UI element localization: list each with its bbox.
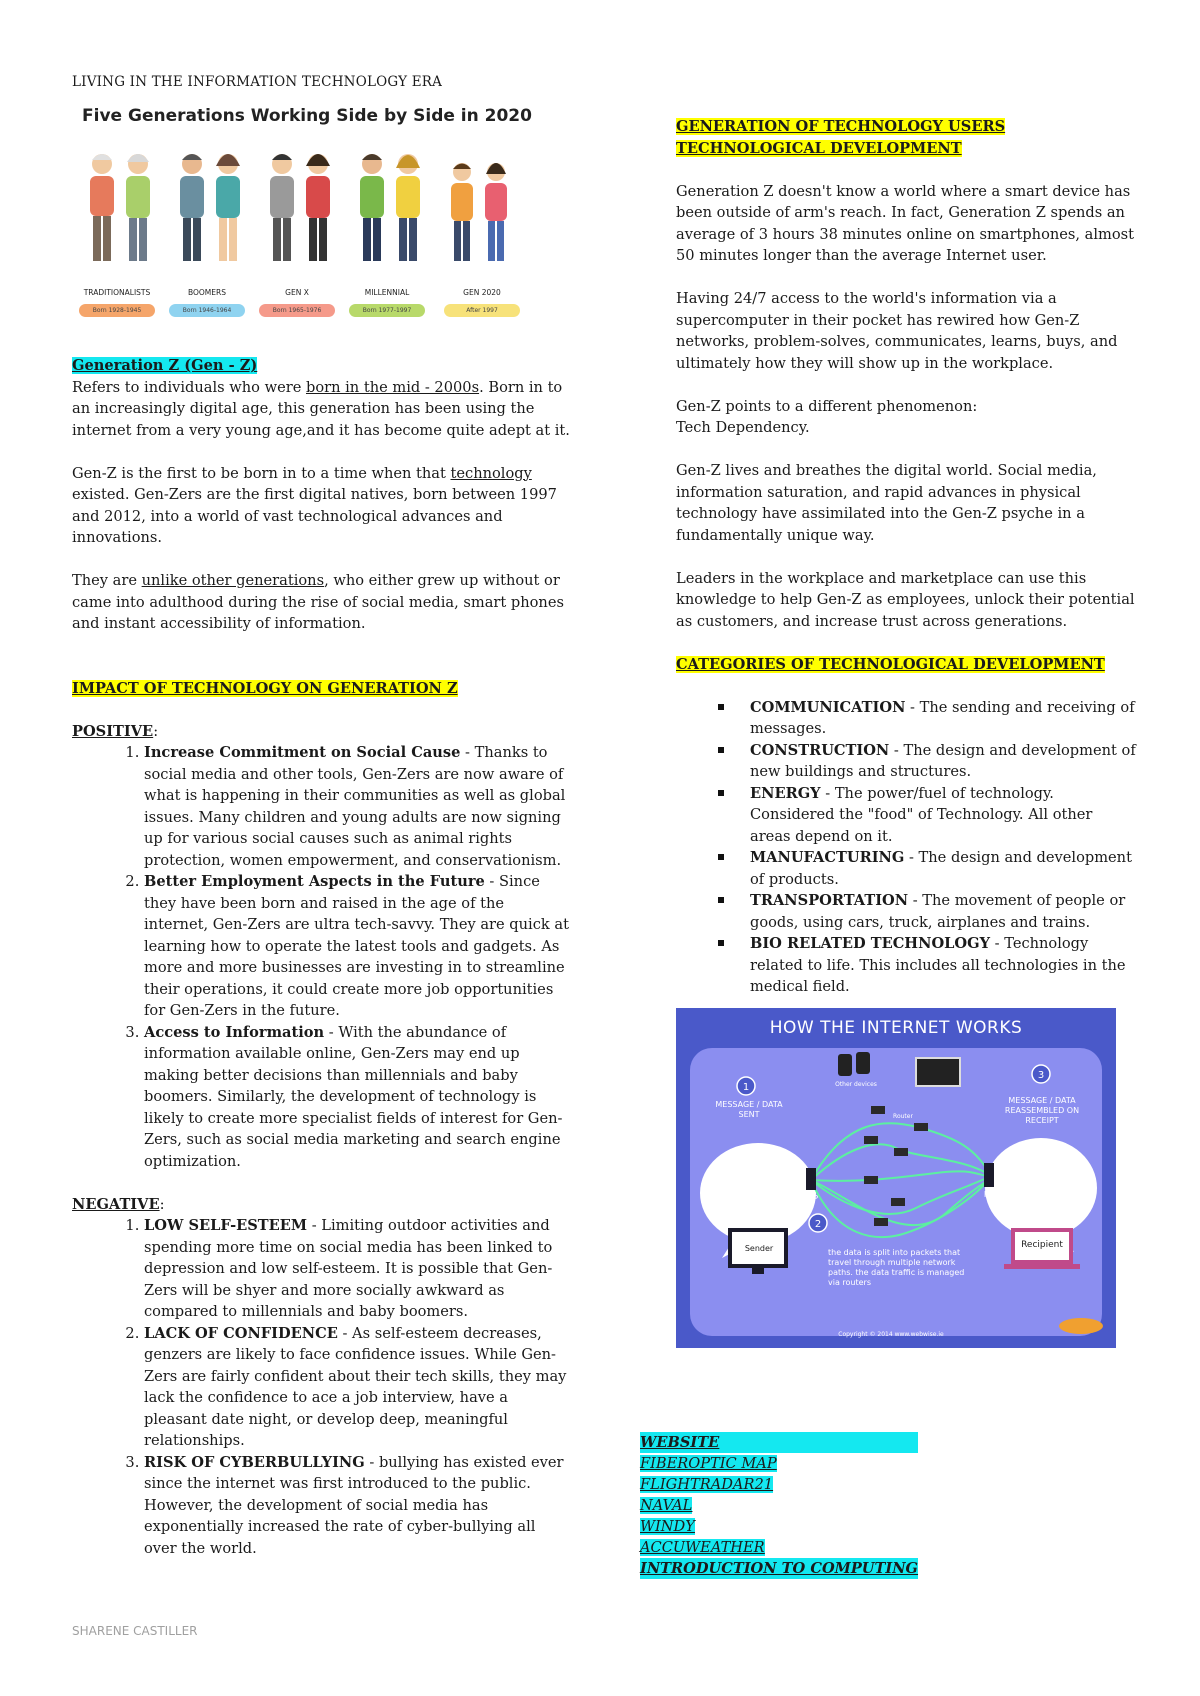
- generation-label: MILLENNIAL: [364, 288, 410, 297]
- tech-users-heading: GENERATION OF TECHNOLOGY USERS: [676, 118, 1006, 135]
- isp-label-right: ISP: [983, 1189, 997, 1199]
- link-accuweather[interactable]: ACCUWEATHER: [640, 1539, 765, 1556]
- genz-paragraph-3: They are unlike other generations, who either grew up without or came into adulthood during the rise of social media, smart phones and instant accessibility of information.: [72, 572, 564, 632]
- positive-label: POSITIVE: [72, 722, 154, 740]
- network-diagram: [676, 1008, 1116, 1348]
- right-paragraph-4: Gen-Z lives and breathes the digital world. Social media, information saturation, and rapid advances in physical technology have assimilated into the Gen-Z psyche in a fundamentally unique way.: [676, 462, 1097, 544]
- genz-paragraph-1: Refers to individuals who were born in the mid - 2000s. Born in to an increasingly digital age, this generation has been using the internet from a very young age,and it has become quite adept at it.: [72, 378, 570, 439]
- generation-range: Born 1928-1945: [79, 304, 155, 317]
- generation-gen-x: [257, 154, 337, 319]
- negative-list: [72, 1215, 570, 1559]
- positive-list: [72, 742, 570, 1172]
- right-paragraph-3a: Gen-Z points to a different phenomenon:: [676, 397, 978, 415]
- sender-label: Sender: [744, 1243, 774, 1253]
- svg-text:2: 2: [814, 1218, 822, 1230]
- generation-label: GEN 2020: [463, 288, 501, 297]
- page-title: LIVING IN THE INFORMATION TECHNOLOGY ERA: [72, 74, 443, 90]
- svg-text:1: 1: [742, 1081, 750, 1093]
- generation-label: TRADITIONALISTS: [83, 288, 151, 297]
- footer-author: SHARENE CASTILLER: [72, 1624, 198, 1638]
- genz-heading: Generation Z (Gen - Z): [72, 357, 258, 374]
- devices-label: Other devices: [835, 1080, 877, 1088]
- generation-range: Born 1965-1976: [259, 304, 335, 317]
- website-heading: WEBSITE: [640, 1432, 918, 1453]
- copyright-text: Copyright © 2014 www.webwise.ie: [838, 1330, 944, 1338]
- list-item: 3. RISK OF CYBERBULLYING - bullying has existed ever since the internet was first introduced to the public. However, the development of social media has exponentially increased the rate of cyber-bullying all over the world.: [144, 1452, 570, 1560]
- right-column: [676, 116, 1136, 1348]
- generation-millennial: [347, 154, 427, 319]
- generation-label: BOOMERS: [187, 288, 226, 297]
- step1-text: MESSAGE / DATA SENT: [715, 1099, 783, 1119]
- generation-traditionalists: [77, 154, 157, 319]
- left-column: Five Generations Working Side by Side in 2020 TRADITIONALISTS Born 1928-1945 BOOMERS Born 1946-1964 GEN X Born 1965-1976 MILLENNIAL Born 1977-1997 GEN 2020 After 1997 Generation Z (Gen - Z) Refers to individuals who were born in the mid - 2000s. Born in to an increasingly digital age, this generation has been using the internet from a very young age,and it has become quite adept at it. Gen-Z is the first to be born in to a time when that technology existed. Gen-Zers are the first digital natives, born between 1997 and 2012, into a world of vast technological advances and innovations. They are unlike other generations, who either grew up without or came into adulthood during the rise of social media, smart phones and instant accessibility of information. IMPACT OF TECHNOLOGY ON GENERATION Z POSITIVE: 1. Increase Commitment on Social Cause - Thanks to social media and other tools, Gen-Zers are now aware of what is happening in their communities as well as global issues. Many children and young adults are now signing up for various social causes such as animal rights protection, women empowerment, and conservationism. 2. Better Employment Aspects in the Future - Since they have been born and raised in the age of the internet, Gen-Zers are ultra tech-savvy. They are quick at learning how to operate the latest tools and gadgets. As more and more businesses are investing in to streamline their operations, it could create more job opportunities for Gen-Zers in the future. 3. Access to Information - With the abundance of information available online, Gen-Zers may end up making better decisions than millennials and baby boomers. Similarly, the development of technology is likely to create more specialist fields of interest for Gen-Zers, such as social media marketing and search engine optimization. NEGATIVE: 1. LOW SELF-ESTEEM - Limiting outdoor activities and spending more time on social media has been linked to depression and low self-esteem. It is possible that Gen-Zers will be shyer and more socially awkward as compared to millennials and baby boomers. 2. LACK OF CONFIDENCE - As self-esteem decreases, genzers are likely to face confidence issues. While Gen-Zers are fairly confident about their tech skills, they may lack the confidence to ace a job interview, have a pleasant date night, or develop deep, meaningful relationships. 3. RISK OF CYBERBULLYING - bullying has existed ever since the internet was first introduced to the public. However, the development of social media has exponentially increased the rate of cyber-bullying all over the world.: [72, 100, 570, 1559]
- step2-text: the data is split into packets that travel through multiple network paths. the data traffic is managed via routers: [828, 1247, 965, 1287]
- generations-figure-title: Five Generations Working Side by Side in 2020: [82, 106, 532, 126]
- generation-range: Born 1946-1964: [169, 304, 245, 317]
- list-item: MANUFACTURING - The design and development of products.: [750, 847, 1136, 890]
- generation-gen-2020: [442, 154, 522, 319]
- step3-text: MESSAGE / DATA REASSEMBLED ON RECEIPT: [1004, 1095, 1080, 1125]
- router-label: Router: [893, 1112, 913, 1120]
- generation-boomers: [167, 154, 247, 319]
- internet-figure-title: HOW THE INTERNET WORKS: [769, 1017, 1023, 1038]
- list-item: 2. LACK OF CONFIDENCE - As self-esteem decreases, genzers are likely to face confidence issues. While Gen-Zers are fairly confident about their tech skills, they may lack the confidence to ace a job interview, have a pleasant date night, or develop deep, meaningful relationships.: [144, 1323, 570, 1452]
- categories-heading: CATEGORIES OF TECHNOLOGICAL DEVELOPMENT: [676, 655, 1105, 673]
- generation-label: GEN X: [285, 288, 309, 297]
- svg-text:3: 3: [1037, 1069, 1045, 1081]
- intro-computing-heading: INTRODUCTION TO COMPUTING: [640, 1560, 919, 1577]
- list-item: 2. Better Employment Aspects in the Future - Since they have been born and raised in the age of the internet, Gen-Zers are ultra tech-savvy. They are quick at learning how to operate the latest tools and gadgets. As more and more businesses are investing in to streamline their operations, it could create more job opportunities for Gen-Zers in the future.: [144, 871, 570, 1022]
- generation-range: After 1997: [444, 304, 520, 317]
- link-flightradar[interactable]: FLIGHTRADAR21: [640, 1476, 774, 1493]
- tech-development-heading: TECHNOLOGICAL DEVELOPMENT: [676, 139, 962, 157]
- how-internet-works-figure: [676, 1008, 1116, 1348]
- list-item: CONSTRUCTION - The design and development of new buildings and structures.: [750, 740, 1136, 783]
- link-windy[interactable]: WINDY: [640, 1518, 695, 1535]
- link-fiberoptic-map[interactable]: FIBEROPTIC MAP: [640, 1455, 777, 1472]
- right-paragraph-1: Generation Z doesn't know a world where a smart device has been outside of arm's reach. In fact, Generation Z spends an average of 3 hours 38 minutes online on smartphones, almost 50 minutes longer than the average Internet user.: [676, 182, 1135, 264]
- link-naval[interactable]: NAVAL: [640, 1497, 693, 1514]
- generation-range: Born 1977-1997: [349, 304, 425, 317]
- right-paragraph-5: Leaders in the workplace and marketplace can use this knowledge to help Gen-Z as employees, unlock their potential as customers, and increase trust across generations.: [676, 569, 1135, 630]
- negative-label: NEGATIVE: [72, 1195, 160, 1213]
- right-paragraph-2: Having 24/7 access to the world's information via a supercomputer in their pocket has rewired how Gen-Z networks, problem-solves, communicates, learns, buys, and ultimately how they will show up in the workplace.: [676, 290, 1118, 372]
- links-block: [640, 1432, 918, 1579]
- list-item: COMMUNICATION - The sending and receiving of messages.: [750, 697, 1136, 740]
- right-paragraph-3b: Tech Dependency.: [676, 419, 810, 436]
- list-item: ENERGY - The power/fuel of technology. Considered the "food" of Technology. All other areas depend on it.: [750, 783, 1136, 848]
- list-item: 3. Access to Information - With the abundance of information available online, Gen-Zers may end up making better decisions than millennials and baby boomers. Similarly, the development of technology is likely to create more specialist fields of interest for Gen-Zers, such as social media marketing and search engine optimization.: [144, 1022, 570, 1173]
- list-item: 1. Increase Commitment on Social Cause - Thanks to social media and other tools, Gen-Zers are now aware of what is happening in their communities as well as global issues. Many children and young adults are now signing up for various social causes such as animal rights protection, women empowerment, and conservationism.: [144, 742, 570, 871]
- list-item: BIO RELATED TECHNOLOGY - Technology related to life. This includes all technologies in the medical field.: [750, 933, 1136, 998]
- genz-paragraph-2: Gen-Z is the first to be born in to a time when that technology existed. Gen-Zers are the first digital natives, born between 1997 and 2012, into a world of vast technological advances and innovations.: [72, 464, 557, 546]
- isp-label-left: ISP: [805, 1193, 819, 1203]
- list-item: 1. LOW SELF-ESTEEM - Limiting outdoor activities and spending more time on social media has been linked to depression and low self-esteem. It is possible that Gen-Zers will be shyer and more socially awkward as compared to millennials and baby boomers.: [144, 1215, 570, 1323]
- categories-list: [676, 697, 1136, 998]
- recipient-label: Recipient: [1021, 1239, 1063, 1250]
- generations-figure: [72, 106, 542, 321]
- list-item: TRANSPORTATION - The movement of people or goods, using cars, truck, airplanes and trains.: [750, 890, 1136, 933]
- impact-heading: IMPACT OF TECHNOLOGY ON GENERATION Z: [72, 679, 458, 697]
